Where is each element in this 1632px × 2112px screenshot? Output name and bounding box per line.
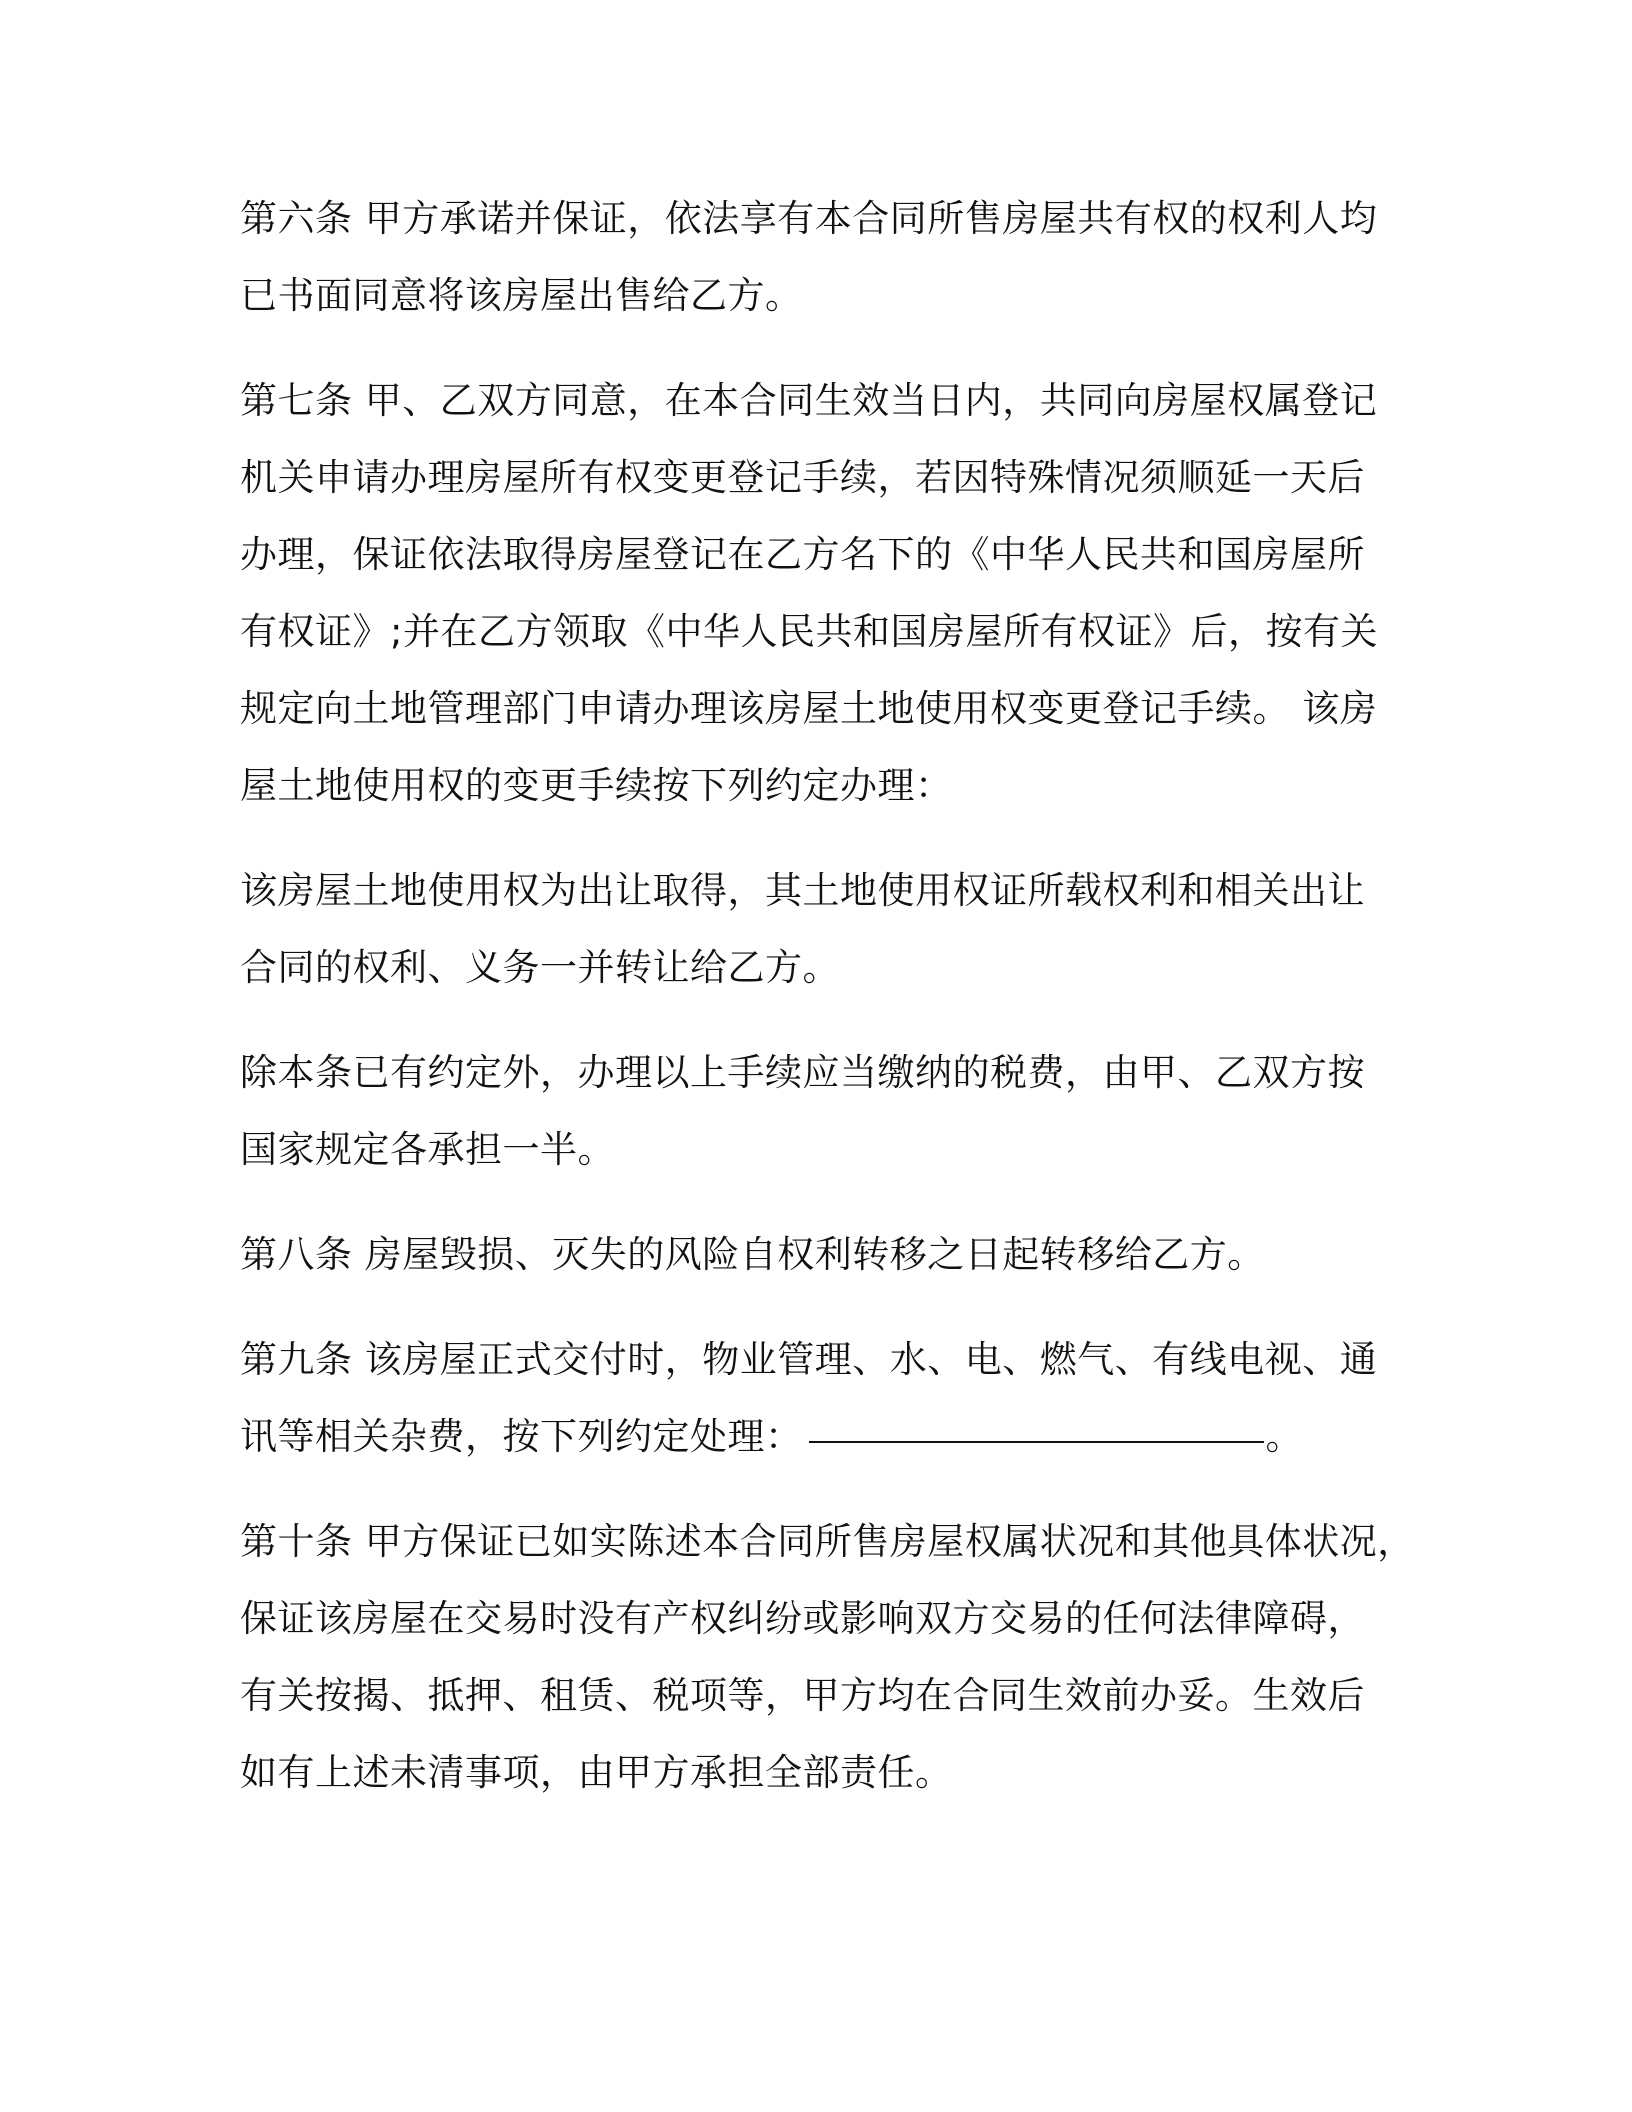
article-7-taxes: [240, 1034, 1395, 1188]
article-7: [240, 362, 1395, 824]
text-line: 屋土地使用权的变更手续按下列约定办理：: [240, 764, 953, 807]
article-8: [240, 1216, 1395, 1293]
text-line: 办理，保证依法取得房屋登记在乙方名下的《中华人民共和国房屋所: [240, 533, 1365, 576]
text-line: 有关按揭、抵押、租赁、税项等，甲方均在合同生效前办妥。生效后: [240, 1674, 1365, 1717]
article-10: [240, 1503, 1415, 1811]
text-line: 除本条已有约定外，办理以上手续应当缴纳的税费，由甲、乙双方按: [240, 1051, 1365, 1094]
text-line: 第九条 该房屋正式交付时，物业管理、水、电、燃气、有线电视、通: [240, 1338, 1378, 1381]
article-7-land-use: [240, 852, 1395, 1006]
text-line: 第八条 房屋毁损、灭失的风险自权利转移之日起转移给乙方。: [240, 1233, 1265, 1276]
article-6: [240, 180, 1395, 334]
text-line: 合同的权利、义务一并转让给乙方。: [240, 946, 840, 989]
text-line: 有权证》;并在乙方领取《中华人民共和国房屋所有权证》后，按有关: [240, 610, 1378, 653]
text-line: 如有上述未清事项，由甲方承担全部责任。: [240, 1751, 953, 1794]
text-line: 该房屋土地使用权为出让取得，其土地使用权证所载权利和相关出让: [240, 869, 1365, 912]
text-line: 国家规定各承担一半。: [240, 1128, 615, 1171]
text-line: 第十条 甲方保证已如实陈述本合同所售房屋权属状况和其他具体状况，: [240, 1520, 1415, 1563]
text-line-with-blank: [240, 1398, 1395, 1475]
text-line: 保证该房屋在交易时没有产权纠纷或影响双方交易的任何法律障碍，: [240, 1597, 1365, 1640]
blank-suffix: 。: [1265, 1415, 1303, 1458]
text-line: 规定向土地管理部门申请办理该房屋土地使用权变更登记手续。 该房: [240, 687, 1378, 730]
text-line: 第七条 甲、乙双方同意，在本合同生效当日内，共同向房屋权属登记: [240, 379, 1378, 422]
blank-prefix: 讯等相关杂费，按下列约定处理：: [240, 1415, 803, 1458]
text-line: 已书面同意将该房屋出售给乙方。: [240, 274, 803, 317]
fill-in-blank[interactable]: [809, 1440, 1264, 1443]
text-line: 机关申请办理房屋所有权变更登记手续，若因特殊情况须顺延一天后: [240, 456, 1365, 499]
text-line: 第六条 甲方承诺并保证，依法享有本合同所售房屋共有权的权利人均: [240, 197, 1378, 240]
document-page: [240, 180, 1415, 1839]
article-9: [240, 1321, 1395, 1475]
